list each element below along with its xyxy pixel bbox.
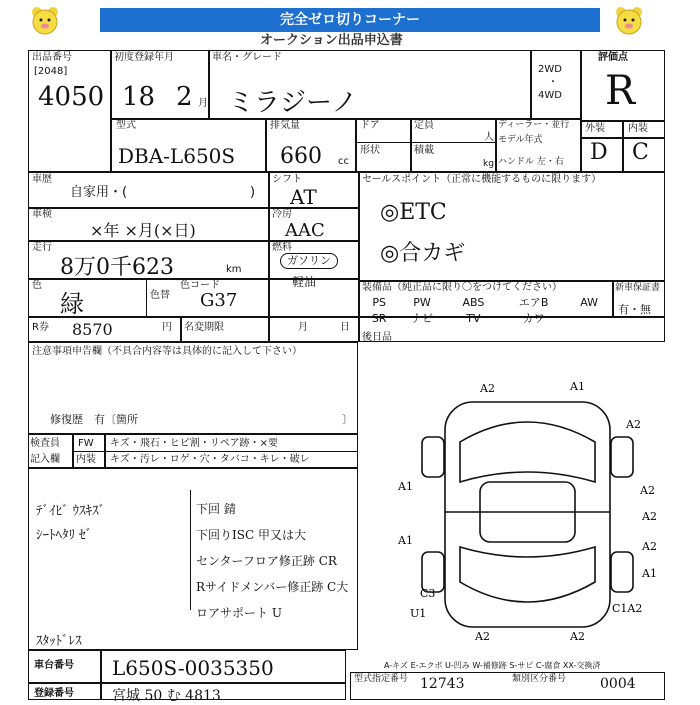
equipment-item: カワ: [522, 312, 545, 325]
sales-point-2: ◎合カギ: [380, 241, 466, 266]
type-designation-value: 12743: [420, 676, 465, 692]
equipment-item: TV: [466, 311, 481, 325]
exterior-grade: D: [590, 140, 608, 165]
equipment-label: 装備品（純正品に限り〇をつけてください）: [362, 282, 562, 293]
car-damage-diagram: [390, 382, 670, 652]
damage-mark: A2: [642, 510, 657, 523]
drive-2wd: 2WD: [538, 64, 562, 75]
mileage-value: 8万0千623: [60, 255, 174, 280]
grade-score: R: [605, 68, 636, 114]
name-change-day: 日: [340, 322, 350, 333]
load-unit: kg: [483, 159, 494, 169]
interior-grade: C: [632, 140, 649, 165]
handnote-right: センターフロア修正跡 CR: [196, 554, 337, 568]
handnote-right: ロアサポート U: [196, 606, 282, 620]
damage-mark: A2: [570, 630, 585, 643]
usage-value: 自家用・(: [70, 185, 128, 200]
inspection-value: ×年 ×月(×日): [90, 221, 196, 240]
damage-mark: A1: [398, 480, 413, 493]
shift-label: シフト: [272, 174, 302, 185]
banner-title: 完全ゼロ切りコーナー: [100, 8, 600, 32]
sales-point-label: セールスポイント（正常に機能するものに限ります）: [362, 174, 602, 185]
registration-no-label: 登録番号: [34, 688, 74, 699]
registration-label: 初度登録年月: [114, 52, 174, 63]
shape-label: 形状: [360, 145, 380, 156]
damage-mark: C1A2: [612, 602, 643, 615]
type-designation-label: 型式指定番号: [354, 674, 409, 684]
load-label: 積載: [414, 145, 434, 156]
legend-fw: FW: [78, 438, 94, 449]
car-name: ミラジーノ: [228, 88, 358, 118]
capacity-label: 定員: [414, 120, 434, 131]
handnote-left: ｽﾀｯﾄﾞﾚｽ: [36, 634, 82, 649]
fuel-diesel: 軽油: [292, 275, 317, 289]
displacement-unit: cc: [338, 156, 349, 167]
aircon-label: 冷房: [272, 209, 292, 220]
equipment-item: エアB: [518, 296, 549, 309]
notes-label: 注意事項申告欄（不具合内容等は具体的に記入して下さい）: [32, 346, 302, 357]
handnote-right: Rサイドメンバー修正跡 C大: [196, 580, 349, 594]
color-code: G37: [200, 290, 238, 311]
name-change-month: 月: [298, 322, 308, 333]
equipment-item: AW: [580, 295, 599, 309]
equipment-table: [362, 294, 610, 326]
damage-mark: C3: [420, 587, 436, 600]
shift-value: AT: [290, 185, 317, 209]
equipment-item: PS: [372, 295, 386, 309]
color-code-label: 色コード: [180, 280, 220, 291]
chassis-value: L650S-0035350: [112, 656, 274, 680]
damage-mark: A2: [475, 630, 490, 643]
interior-label: 内装: [628, 123, 648, 134]
warranty-value: 有・無: [618, 303, 651, 316]
legend-inspector: 検査員: [30, 438, 60, 449]
equipment-item: ABS: [462, 295, 485, 309]
inspection-label: 車検: [32, 209, 52, 220]
registration-month: 2: [176, 82, 193, 112]
recycle-label: R券: [32, 322, 49, 333]
auction-no-label: 出品番号: [32, 52, 72, 63]
model-year-label: モデル年式: [498, 135, 543, 145]
damage-key: A-キズ E-エクボ U-凹み W-補修跡 S-サビ C-腐食 XX-交換済: [384, 661, 601, 670]
registration-no-value: 宮城 50 む 4813: [112, 688, 221, 704]
damage-mark: A2: [640, 484, 655, 497]
exterior-label: 外装: [585, 123, 605, 134]
bear-mascot-icon: [28, 4, 62, 38]
registration-month-unit: 月: [198, 98, 208, 109]
legend-row1: キズ・飛石・ヒビ割・リペア跡・×要: [110, 438, 278, 449]
mileage-unit: km: [226, 264, 242, 275]
grade-label: 評価点: [598, 52, 628, 63]
color-value: 緑: [60, 290, 84, 318]
repair-close: 〕: [342, 413, 353, 426]
usage-close: ): [250, 185, 256, 200]
displacement-label: 排気量: [270, 120, 300, 131]
model-label: 型式: [116, 120, 136, 131]
repair-history: 修復歴 有〔箇所: [50, 413, 138, 426]
equipment-item: [568, 310, 610, 326]
class-value: 0004: [600, 676, 636, 692]
color-label: 色: [32, 280, 42, 291]
damage-mark: A1: [642, 567, 657, 580]
drive-dot: ・: [548, 77, 558, 88]
recycle-value: 8570: [72, 320, 113, 339]
handnote-left: ﾃﾞｲﾋﾞ ｳｽｷｽﾞ: [36, 504, 106, 519]
lot-number: 4050: [38, 82, 105, 112]
handle-label: ハンドル 左・右: [498, 157, 564, 167]
sales-point-1: ◎ETC: [380, 200, 447, 225]
damage-mark: A2: [626, 418, 641, 431]
aircon-value: AAC: [285, 220, 325, 241]
bear-mascot-icon: [612, 4, 646, 38]
model-value: DBA-L650S: [118, 144, 236, 168]
damage-mark: A2: [480, 382, 495, 395]
mileage-label: 走行: [32, 242, 52, 253]
handnote-right: 下回 錆: [196, 502, 236, 516]
rear-seat-label: 後日品: [362, 332, 392, 343]
usage-label: 車歴: [32, 174, 52, 185]
recycle-unit: 円: [162, 322, 172, 333]
door-label: ドア: [360, 120, 380, 131]
warranty-label: 新車保証書: [615, 283, 661, 293]
handnote-right: 下回りISC 甲又は大: [196, 528, 306, 542]
equipment-item: ナビ: [411, 312, 434, 325]
class-label: 類別区分番号: [512, 674, 567, 684]
dealer-label: ディーラー・並行: [498, 120, 570, 130]
damage-mark: A1: [570, 382, 585, 393]
legend-row2: キズ・汚レ・ロゲ・穴・タバコ・キレ・破レ: [110, 454, 310, 465]
legend-writer: 記入欄: [30, 454, 60, 465]
damage-mark: A2: [642, 540, 657, 553]
damage-mark: A1: [398, 534, 413, 547]
header-partial: オークション出品申込書: [260, 33, 403, 48]
damage-mark: U1: [410, 607, 427, 620]
name-change-label: 名変期限: [184, 322, 224, 333]
legend-naiso: 内装: [76, 454, 96, 465]
color-swatch-label: 色替: [150, 290, 170, 301]
displacement-value: 660: [280, 144, 322, 169]
lot-prefix: [2048]: [34, 66, 68, 77]
car-name-label: 車名・グレード: [212, 52, 282, 63]
drive-4wd: 4WD: [538, 90, 562, 101]
fuel-label: 燃料: [272, 242, 292, 253]
equipment-item: SR: [371, 311, 387, 325]
registration-year: 18: [122, 82, 156, 112]
equipment-item: PW: [413, 295, 431, 309]
fuel-gasoline: ガソリン: [280, 253, 338, 269]
capacity-unit: 人: [484, 132, 494, 143]
handnote-left: ｼｰﾄﾍﾀﾘ ｾﾞ: [36, 528, 93, 543]
chassis-label: 車台番号: [34, 660, 74, 671]
